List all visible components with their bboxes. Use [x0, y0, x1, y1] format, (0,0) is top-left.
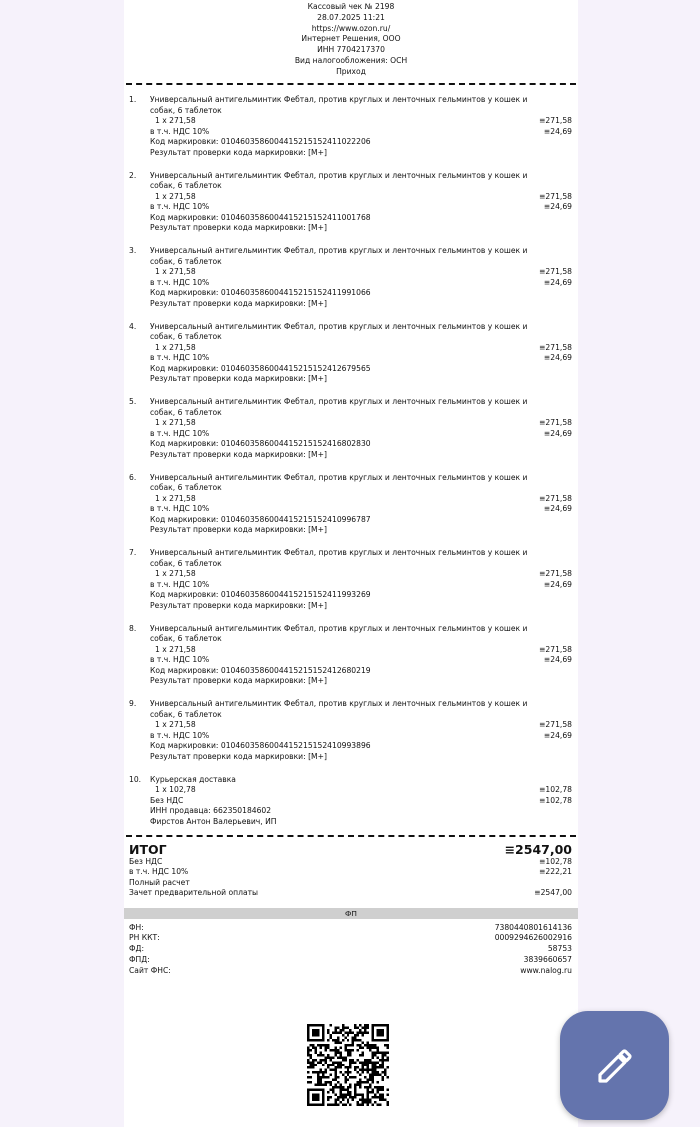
receipt-tax-system: Вид налогообложения: ОСН: [294, 55, 408, 65]
item-quantity: 1 x 271,58: [155, 116, 196, 126]
totals-row-no-vat: [129, 857, 572, 868]
item-vat: ≡24,69: [543, 504, 572, 514]
item-marking-code: Код маркировки: 010460358600441521515241102220​6: [150, 137, 371, 147]
item-vat-label: в т.ч. НДС 10%: [150, 277, 210, 287]
item-marking-check: Результат проверки кода маркировки: [М+]: [150, 525, 327, 535]
totals-row-value: ≡102,78: [539, 856, 572, 866]
item-marking-check: Результат проверки кода маркировки: [М+]: [150, 223, 327, 233]
item-vat-label: в т.ч. НДС 10%: [150, 504, 210, 514]
edit-button[interactable]: [560, 1011, 669, 1120]
item-quantity: 1 x 271,58: [155, 569, 196, 579]
item-marking-code: Код маркировки: 0104603586004415215152411993269: [150, 590, 371, 600]
totals-row-value: ≡2547,00: [534, 888, 572, 898]
fiscal-value: www.nalog.ru: [520, 966, 572, 976]
seller-name: Фирстов Антон Валерьевич, ИП: [150, 816, 277, 826]
fiscal-value: 3839660657: [523, 955, 572, 965]
fp-bar: ФП: [124, 908, 578, 919]
item-sum: ≡271,58: [539, 342, 572, 352]
item-quantity: 1 x 102,78: [155, 785, 196, 795]
receipt-header: [124, 0, 578, 80]
item-number: 2.: [129, 170, 137, 180]
total-row: [129, 842, 572, 857]
receipt-items: [124, 86, 578, 775]
item-sum: ≡271,58: [539, 116, 572, 126]
item-name: Курьерская доставка: [150, 774, 236, 784]
total-label: ИТОГ: [129, 841, 167, 857]
item-quantity: 1 x 271,58: [155, 720, 196, 730]
receipt-item: [124, 322, 578, 398]
fiscal-label: РН ККТ:: [129, 933, 160, 943]
item-sum: ≡271,58: [539, 267, 572, 277]
item-vat-label: Без НДС: [150, 795, 184, 805]
item-marking-code: Код маркировки: 0104603586004415215152410996787: [150, 514, 371, 524]
item-name: Универсальный антигельминтик Фебтал, против круглых и ленточных гельминтов у кошек и собак, 6 таблеток: [150, 95, 528, 115]
item-sum: ≡102,78: [539, 785, 572, 795]
item-sum: ≡271,58: [539, 191, 572, 201]
receipt-item: [124, 699, 578, 775]
totals-row-label: в т.ч. НДС 10%: [129, 867, 189, 877]
fiscal-value: 7380440801614136: [494, 922, 572, 932]
item-name: Универсальный антигельминтик Фебтал, против круглых и ленточных гельминтов у кошек и собак, 6 таблеток: [150, 623, 528, 644]
item-marking-check: Результат проверки кода маркировки: [М+]: [150, 147, 327, 157]
totals-row-label: Без НДС: [129, 856, 163, 866]
totals-row-label: Полный расчет: [129, 877, 190, 887]
item-name: Универсальный антигельминтик Фебтал, против круглых и ленточных гельминтов у кошек и собак, 6 таблеток: [150, 321, 528, 342]
fiscal-label: ФПД:: [129, 955, 150, 965]
qr-code-icon: [307, 1024, 389, 1106]
item-vat-label: в т.ч. НДС 10%: [150, 579, 210, 589]
receipt-item-delivery: [124, 775, 578, 835]
receipt-company: Интернет Решения, ООО: [301, 34, 401, 44]
item-number: 6.: [129, 472, 137, 482]
receipt-item: [124, 246, 578, 322]
total-value: ≡2547,00: [504, 841, 572, 857]
totals-row-prepayment: [129, 888, 572, 899]
item-number: 7.: [129, 548, 137, 557]
item-name: Универсальный антигельминтик Фебтал, против круглых и ленточных гельминтов у кошек и собак, 6 таблеток: [150, 472, 528, 493]
item-marking-code: Код маркировки: 0104603586004415215152411991066: [150, 288, 371, 298]
item-vat: ≡24,69: [543, 202, 572, 212]
item-name: Универсальный антигельминтик Фебтал, против круглых и ленточных гельминтов у кошек и собак, 6 таблеток: [150, 548, 528, 568]
receipt-company-inn: ИНН 7704217370: [317, 45, 385, 55]
receipt-item: [124, 397, 578, 473]
totals-row-value: ≡222,21: [539, 867, 572, 877]
fiscal-label: ФД:: [129, 944, 145, 954]
receipt: [124, 0, 578, 1127]
item-vat: ≡24,69: [543, 730, 572, 740]
fiscal-value: 58753: [547, 944, 572, 954]
item-vat: ≡24,69: [543, 579, 572, 589]
item-name: Универсальный антигельминтик Фебтал, против круглых и ленточных гельминтов у кошек и собак, 6 таблеток: [150, 170, 528, 191]
item-marking-check: Результат проверки кода маркировки: [М+]: [150, 676, 327, 686]
item-vat: ≡24,69: [543, 277, 572, 287]
item-quantity: 1 x 271,58: [155, 418, 196, 428]
totals-row-vat: [129, 867, 572, 878]
item-quantity: 1 x 271,58: [155, 644, 196, 654]
fiscal-value: 0009294626002916: [494, 933, 572, 943]
item-marking-check: Результат проверки кода маркировки: [М+]: [150, 298, 327, 308]
item-quantity: 1 x 271,58: [155, 191, 196, 201]
item-vat-label: в т.ч. НДС 10%: [150, 126, 210, 136]
item-sum: ≡271,58: [539, 418, 572, 428]
fiscal-row: [129, 955, 572, 966]
item-name: Универсальный антигельминтик Фебтал, против круглых и ленточных гельминтов у кошек и собак, 6 таблеток: [150, 246, 528, 266]
item-number: 8.: [129, 623, 137, 633]
item-vat-label: в т.ч. НДС 10%: [150, 353, 210, 363]
item-marking-code: Код маркировки: 0104603586004415215152411001768: [150, 212, 371, 222]
item-vat: ≡24,69: [543, 655, 572, 665]
item-sum: ≡271,58: [539, 493, 572, 503]
item-vat: ≡24,69: [543, 126, 572, 136]
item-number: 9.: [129, 699, 137, 708]
item-marking-code: Код маркировки: 0104603586004415215152416802830: [150, 439, 371, 449]
item-number: 4.: [129, 321, 137, 331]
receipt-operation-type: Приход: [336, 66, 366, 76]
fiscal-data: [124, 919, 578, 978]
receipt-item: [124, 548, 578, 624]
pencil-icon: [595, 1046, 635, 1086]
fiscal-label: ФН:: [129, 922, 144, 932]
item-marking-code: Код маркировки: 0104603586004415215152410993896: [150, 741, 371, 751]
fiscal-label: Сайт ФНС:: [129, 966, 171, 976]
item-marking-check: Результат проверки кода маркировки: [М+]: [150, 449, 327, 459]
seller-inn: ИНН продавца: 662350184602: [150, 806, 272, 816]
item-marking-check: Результат проверки кода маркировки: [М+]: [150, 600, 327, 610]
item-marking-check: Результат проверки кода маркировки: [М+]: [150, 751, 327, 761]
receipt-datetime: 28.07.2025 11:21: [317, 12, 385, 22]
fiscal-row: [129, 944, 572, 955]
item-quantity: 1 x 271,58: [155, 342, 196, 352]
item-sum: ≡271,58: [539, 569, 572, 579]
receipt-site: https://www.ozon.ru/: [311, 23, 391, 33]
receipt-item: [124, 95, 578, 171]
item-name: Универсальный антигельминтик Фебтал, против круглых и ленточных гельминтов у кошек и собак, 6 таблеток: [150, 699, 528, 719]
item-vat-label: в т.ч. НДС 10%: [150, 202, 210, 212]
item-quantity: 1 x 271,58: [155, 267, 196, 277]
item-marking-check: Результат проверки кода маркировки: [М+]: [150, 374, 327, 384]
item-name: Универсальный антигельминтик Фебтал, против круглых и ленточных гельминтов у кошек и собак, 6 таблеток: [150, 397, 528, 417]
item-number: 3.: [129, 246, 137, 255]
item-quantity: 1 x 271,58: [155, 493, 196, 503]
fiscal-row: [129, 933, 572, 944]
item-number: 1.: [129, 95, 137, 104]
item-number: 5.: [129, 397, 137, 406]
receipt-item: [124, 171, 578, 247]
item-vat-label: в т.ч. НДС 10%: [150, 428, 210, 438]
item-vat: ≡24,69: [543, 428, 572, 438]
item-sum: ≡271,58: [539, 644, 572, 654]
totals-row-label: Зачет предварительной оплаты: [129, 888, 259, 898]
item-marking-code: Код маркировки: 0104603586004415215152412680219: [150, 665, 371, 675]
fiscal-row: [129, 966, 572, 977]
receipt-item: [124, 473, 578, 549]
item-vat: ≡24,69: [543, 353, 572, 363]
item-vat: ≡102,78: [539, 795, 572, 805]
receipt-number: Кассовый чек № 2198: [307, 2, 395, 11]
receipt-item: [124, 624, 578, 700]
fiscal-row: [129, 923, 572, 934]
item-number: 10.: [129, 774, 142, 784]
receipt-totals: [124, 838, 578, 906]
item-sum: ≡271,58: [539, 720, 572, 730]
item-vat-label: в т.ч. НДС 10%: [150, 655, 210, 665]
totals-row-payment-type: [129, 878, 572, 889]
item-vat-label: в т.ч. НДС 10%: [150, 730, 210, 740]
item-marking-code: Код маркировки: 0104603586004415215152412679565: [150, 363, 371, 373]
